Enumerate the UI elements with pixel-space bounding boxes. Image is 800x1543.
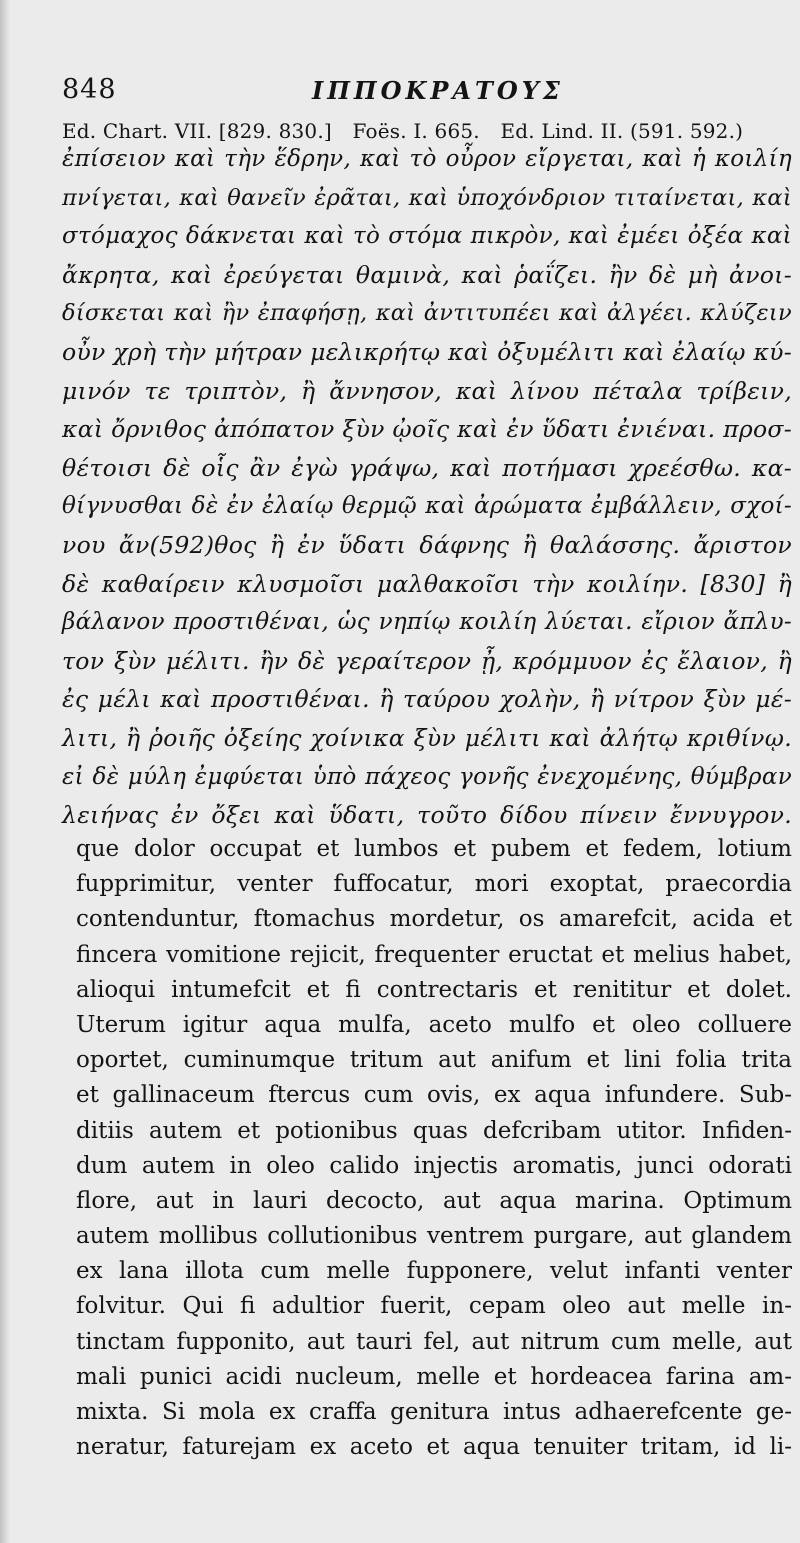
latin-line: fincera vomitione rejicit, frequenter eructat et melius habet,: [76, 941, 792, 968]
greek-line: καὶ ὄρνιθος ἀπόπατον ξὺν ᾠοῖς καὶ ἐν ὕδατι ἐνιέναι. προσ-: [62, 415, 793, 444]
greek-line: μινόν τε τριπτὸν, ἢ ἄννησον, καὶ λίνου πέταλα τρίβειν,: [62, 376, 792, 405]
latin-line: autem mollibus collutionibus ventrem purgare, aut glandem: [76, 1223, 792, 1250]
latin-line: contenduntur, ftomachus mordetur, os amarefcit, acida et: [76, 906, 792, 933]
latin-line: ditiis autem et potionibus quas defcribam utitor. Infiden-: [76, 1117, 792, 1144]
greek-line: θέτοισι δὲ οἷς ἂν ἐγὼ γράψω, καὶ ποτήμασι χρεέσθω. κα-: [62, 453, 792, 482]
latin-line: tinctam fupponito, aut tauri fel, aut nitrum cum melle, aut: [76, 1328, 792, 1355]
latin-line: que dolor occupat et lumbos et pubem et fedem, lotium: [76, 836, 792, 862]
latin-line: alioqui intumefcit et fi contrectaris et renititur et dolet.: [76, 976, 792, 1003]
greek-line: βάλανον προστιθέναι, ὡς νηπίῳ κοιλίη λύεται. εἴριον ἄπλυ-: [62, 609, 792, 636]
latin-line: mixta. Si mola ex craffa genitura intus adhaerefcente ge-: [76, 1399, 792, 1425]
greek-line: στόμαχος δάκνεται καὶ τὸ στόμα πικρὸν, καὶ ἐμέει ὀξέα καὶ: [62, 223, 792, 250]
greek-line: λειήνας ἐν ὄξει καὶ ὕδατι, τοῦτο δίδου πίνειν ἔννυγρον.: [62, 801, 792, 830]
page-header: [62, 66, 782, 114]
greek-line: ἄκρητα, καὶ ἐρεύγεται θαμινὰ, καὶ ῥαΐζει. ἢν δὲ μὴ ἀνοι-: [62, 260, 792, 289]
latin-line: ex lana illota cum melle fupponere, velut infanti venter: [76, 1258, 792, 1285]
running-title: ΙΠΠΟΚΡΑΤΟΥΣ: [312, 76, 564, 105]
latin-text-block: [76, 832, 792, 1465]
latin-line: folvitur. Qui fi adultior fuerit, cepam oleo aut melle in-: [76, 1293, 792, 1320]
greek-text-block: [62, 140, 792, 835]
latin-line: et gallinaceum ftercus cum ovis, ex aqua infundere. Sub-: [76, 1082, 792, 1109]
greek-line: ἐς μέλι καὶ προστιθέναι. ἢ ταύρου χολὴν, ἢ νίτρον ξὺν μέ-: [62, 685, 792, 714]
greek-line: λιτι, ἢ ῥοιῆς ὀξείης χοίνικα ξὺν μέλιτι καὶ ἀλήτῳ κριθίνῳ.: [62, 723, 792, 752]
edition-lind-ref: Ed. Lind. II. (591. 592.): [500, 119, 744, 143]
latin-line: mali punici acidi nucleum, melle et hordeacea farina am-: [76, 1363, 792, 1390]
greek-line: τον ξὺν μέλιτι. ἢν δὲ γεραίτερον ᾖ, κρόμμυον ἐς ἔλαιον, ἢ: [62, 646, 792, 675]
latin-line: oportet, cuminumque tritum aut anifum et lini folia trita: [76, 1047, 792, 1074]
greek-line: νου ἄν(592)θος ἢ ἐν ὕδατι δάφνης ἢ θαλάσσης. ἄριστον: [62, 530, 792, 559]
greek-line: δίσκεται καὶ ἢν ἐπαφήσῃ, καὶ ἀντιτυπέει καὶ ἀλγέει. κλύζειν: [62, 300, 792, 327]
edition-foes-ref: Foës. I. 665.: [352, 119, 480, 143]
greek-line: πνίγεται, καὶ θανεῖν ἐρᾶται, καὶ ὑποχόνδριον τιταίνεται, καὶ: [62, 184, 792, 211]
greek-line: ἐπίσειον καὶ τὴν ἕδρην, καὶ τὸ οὖρον εἴργεται, καὶ ἡ κοιλίη: [62, 146, 792, 172]
latin-line: dum autem in oleo calido injectis aromatis, junci odorati: [76, 1152, 792, 1179]
latin-line: fupprimitur, venter fuffocatur, mori exoptat, praecordia: [76, 871, 792, 898]
latin-line: flore, aut in lauri decocto, aut aqua marina. Optimum: [76, 1187, 792, 1214]
latin-line: Uterum igitur aqua mulfa, aceto mulfo et oleo colluere: [76, 1011, 792, 1038]
edition-chart-ref: Ed. Chart. VII. [829. 830.]: [62, 119, 332, 143]
greek-line: δὲ καθαίρειν κλυσμοῖσι μαλθακοῖσι τὴν κοιλίην. [830] ἢ: [62, 569, 792, 598]
greek-line: θίγνυσθαι δὲ ἐν ἐλαίῳ θερμῷ καὶ ἀρώματα ἐμβάλλειν, σχοί-: [62, 493, 792, 520]
greek-line: εἰ δὲ μύλη ἐμφύεται ὑπὸ πάχεος γονῆς ἐνεχομένης, θύμβραν: [62, 763, 792, 790]
latin-line: neratur, faturejam ex aceto et aqua tenuiter tritam, id li-: [76, 1434, 792, 1461]
page-number: 848: [62, 74, 117, 105]
page-edge-shadow: [0, 0, 10, 1543]
greek-line: οὖν χρὴ τὴν μήτραν μελικρήτῳ καὶ ὀξυμέλιτι καὶ ἐλαίῳ κύ-: [62, 337, 792, 366]
